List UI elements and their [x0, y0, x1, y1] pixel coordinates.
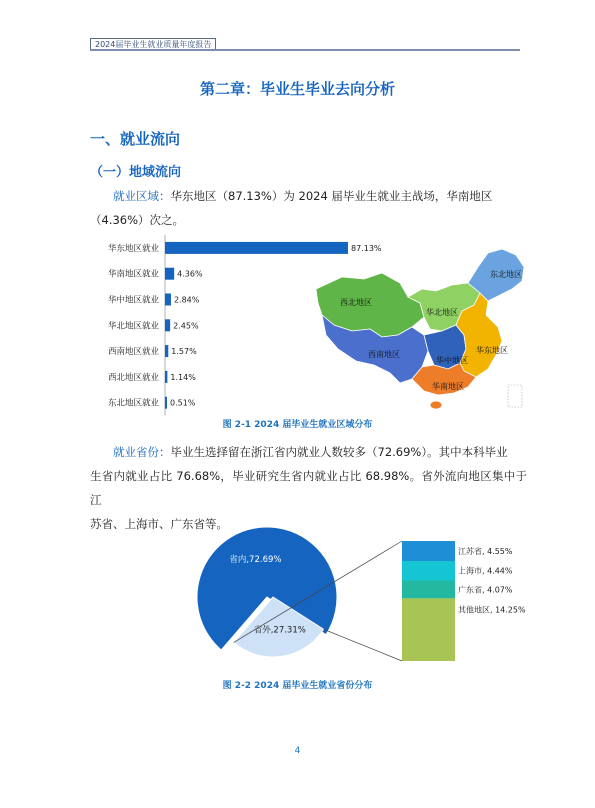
map-label-east: 华东地区 [476, 346, 508, 355]
paragraph-lead: 就业区域： [113, 189, 171, 203]
map-inset-box [508, 385, 522, 407]
paragraph-text: 毕业生选择留在浙江省内就业人数较多（72.69%）。其中本科毕业 [170, 445, 508, 459]
breakdown-segment [402, 541, 455, 561]
map-label-southwest: 西南地区 [368, 350, 400, 359]
bar-category-label: 西北地区就业 [107, 372, 159, 383]
bar-category-label: 东北地区就业 [107, 398, 159, 409]
bar-category-label: 西南地区就业 [107, 347, 159, 358]
connector-line [324, 629, 402, 661]
bar [165, 397, 167, 409]
bar-value-label: 2.84% [173, 295, 200, 305]
bar-category-label: 华中地区就业 [107, 295, 159, 306]
breakdown-label: 其他地区, 14.25% [458, 605, 526, 615]
bar-category-label: 华北地区就业 [107, 321, 159, 332]
map-label-north: 华北地区 [426, 308, 458, 317]
paragraph-lead: 就业省份： [113, 445, 171, 459]
chapter-title: 第二章：毕业生毕业去向分析 [199, 80, 395, 98]
breakdown-segment [402, 598, 455, 661]
figure-caption: 图 2-2 2024 届毕业生就业省份分布 [222, 681, 373, 691]
map-label-northeast: 东北地区 [490, 270, 522, 279]
report-title: 2024届毕业生就业质量年度报告 [90, 38, 216, 51]
page-number: 4 [294, 746, 301, 756]
subsection-title: （一）地域流向 [90, 165, 182, 180]
breakdown-segment [402, 581, 455, 599]
paragraph-text: 华东地区（87.13%）为 2024 届毕业生就业主战场，华南地区 [170, 189, 493, 203]
map-label-south: 华南地区 [432, 382, 464, 391]
paragraph-province [90, 440, 527, 536]
bar-value-label: 1.14% [170, 372, 196, 382]
breakdown-label: 上海市, 4.44% [458, 566, 513, 576]
breakdown-label: 广东省, 4.07% [458, 585, 513, 595]
map-hainan [430, 401, 442, 409]
bar-value-label: 0.51% [170, 398, 196, 408]
bar [165, 371, 167, 383]
bar [165, 319, 170, 331]
header-divider [90, 49, 520, 51]
bar-category-label: 华东地区就业 [107, 243, 159, 254]
pie-label: 省内,72.69% [229, 554, 282, 565]
bar-value-label: 87.13% [351, 243, 382, 253]
china-region-map [312, 245, 532, 415]
report-header [90, 38, 520, 50]
map-label-central: 华中地区 [436, 356, 468, 365]
province-pie-chart [195, 525, 540, 670]
bar-value-label: 2.45% [173, 321, 199, 331]
pie-label: 省外,27.31% [253, 625, 306, 636]
section-title: 一、就业流向 [90, 130, 181, 148]
paragraph-text: （4.36%）次之。 [90, 213, 185, 227]
paragraph-text: 生省内就业占比 76.68%，毕业研究生省内就业占比 68.98%。省外流向地区集中于江 [90, 469, 527, 507]
bar [165, 345, 168, 357]
bar [165, 294, 171, 306]
bar-value-label: 4.36% [177, 269, 203, 279]
bar [165, 268, 174, 280]
breakdown-label: 江苏省, 4.55% [458, 546, 513, 556]
map-label-northwest: 西北地区 [340, 298, 372, 307]
figure-caption: 图 2-1 2024 届毕业生就业区域分布 [222, 420, 373, 430]
paragraph-text: 苏省、上海市、广东省等。 [90, 517, 228, 531]
bar-value-label: 1.57% [171, 347, 197, 357]
bar-category-label: 华南地区就业 [107, 269, 159, 280]
breakdown-segment [402, 561, 455, 581]
paragraph-region [90, 184, 527, 232]
